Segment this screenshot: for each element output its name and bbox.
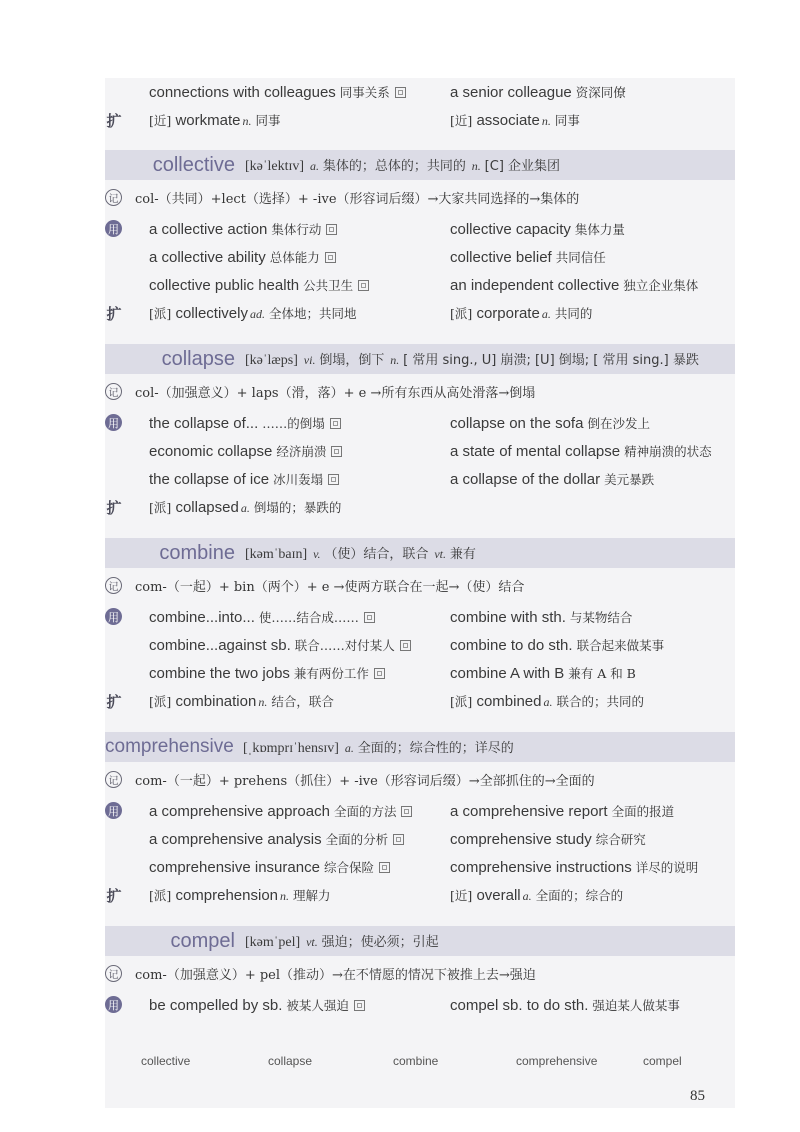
ext-col-1 (149, 692, 334, 710)
ext-col-1 (149, 498, 341, 516)
example-box-icon (374, 668, 385, 679)
ext-word: combined (476, 693, 542, 710)
example-box-icon (379, 862, 390, 873)
use-row (105, 797, 735, 825)
use-row (105, 409, 735, 437)
ext-pos: n. (258, 695, 268, 709)
ext-word: collapsed (175, 499, 239, 516)
phrase-zh: 被某人强迫 (286, 998, 349, 1013)
definition (245, 543, 476, 563)
use-col-2 (450, 636, 664, 654)
phrase-en: combine the two jobs (149, 665, 290, 682)
yong-mark-icon: 用 (105, 996, 122, 1013)
yong-mark-icon: 用 (105, 220, 122, 237)
footer-word: collective (141, 1054, 191, 1068)
ext-pos: n. (242, 114, 252, 128)
phrase-en: a comprehensive analysis (149, 831, 322, 848)
ext-pos: a. (541, 307, 551, 321)
ext-col-1 (149, 886, 331, 904)
use-col-1 (149, 664, 385, 682)
ext-pos: ad. (249, 307, 265, 321)
ext-zh: 同事 (255, 113, 281, 128)
use-col-1 (149, 470, 339, 488)
ext-pos: a. (543, 695, 553, 709)
ext-tag: [派] (149, 694, 172, 709)
ext-word: associate (476, 112, 540, 129)
yong-mark-icon: 用 (105, 414, 122, 431)
definition-zh: 兼有 (449, 547, 476, 562)
entry-header (105, 344, 735, 374)
phrase-en: comprehensive study (450, 831, 592, 848)
phrase-en: economic collapse (149, 443, 273, 460)
use-row (105, 991, 735, 1019)
use-col-2 (450, 996, 680, 1014)
ext-zh: 同事 (554, 113, 580, 128)
example-box-icon (328, 474, 339, 485)
definition-zh: 倒塌，倒下 (319, 353, 385, 368)
phrase-en: a collective ability (149, 249, 266, 266)
example-box-icon (326, 224, 337, 235)
ext-row (105, 299, 735, 327)
use-col-2 (450, 858, 698, 876)
use-col-2 (450, 414, 650, 432)
definition-zh: 集体的；总体的；共同的 (322, 159, 466, 174)
use-row (105, 437, 735, 465)
phrase-zh: 使……结合成…… (258, 610, 359, 625)
ji-mark-icon: 记 (105, 577, 122, 594)
ext-col-1 (149, 304, 356, 322)
ext-tag: [近] (149, 113, 172, 128)
phrase-zh: 详尽的说明 (635, 860, 699, 875)
phonetic: [kəˈlektɪv] (245, 159, 305, 174)
phrase-en: a comprehensive report (450, 803, 608, 820)
memo-row (105, 959, 735, 987)
phrase-en: combine...against sb. (149, 637, 291, 654)
ji-mark-icon: 记 (105, 383, 122, 400)
use-row (105, 243, 735, 271)
use-col-1 (149, 636, 411, 654)
example-box-icon (393, 834, 404, 845)
headword: combine (159, 541, 235, 564)
phrase-zh: 倒在沙发上 (587, 416, 650, 431)
pos-label: n. (471, 159, 481, 173)
footer-word: combine (393, 1054, 439, 1068)
use-row (105, 215, 735, 243)
phrase-en: comprehensive instructions (450, 859, 632, 876)
phrase-zh: 资深同僚 (575, 85, 626, 100)
phrase-en: collective belief (450, 249, 552, 266)
ext-row (105, 493, 735, 521)
phrase-en: connections with colleagues (149, 84, 336, 101)
ext-pos: a. (240, 501, 250, 515)
ext-tag: [派] (450, 306, 473, 321)
phrase-zh: ……的倒塌 (262, 416, 325, 431)
ext-zh: 倒塌的；暴跌的 (253, 500, 342, 515)
phrase-en: a collective action (149, 221, 268, 238)
kuo-mark-icon: 扩 (106, 498, 122, 517)
ext-zh: 共同的 (554, 306, 593, 321)
phonetic: [ˌkɒmprɪˈhensɪv] (243, 741, 339, 756)
kuo-mark-icon: 扩 (106, 111, 122, 130)
example-box-icon (331, 446, 342, 457)
ext-tag: [近] (450, 113, 473, 128)
use-col-1 (149, 442, 342, 460)
memo-row (105, 377, 735, 405)
phrase-en: collective capacity (450, 221, 571, 238)
headword: collective (152, 153, 235, 176)
phrase-zh: 联合……对付某人 (294, 638, 395, 653)
phrase-en: comprehensive insurance (149, 859, 320, 876)
use-col-1 (149, 220, 337, 238)
use-col-1 (149, 414, 341, 432)
phrase-en: the collapse of ice (149, 471, 270, 488)
use-row (105, 465, 735, 493)
phrase-en: an independent collective (450, 277, 620, 294)
ji-mark-icon: 记 (105, 771, 122, 788)
phrase-zh: 联合起来做某事 (576, 638, 665, 653)
ext-word: overall (476, 887, 521, 904)
ext-row (105, 687, 735, 715)
ext-zh: 全体地；共同地 (268, 306, 357, 321)
use-col-2 (450, 220, 625, 238)
phrase-zh: 集体力量 (574, 222, 625, 237)
phrase-en: combine...into... (149, 609, 255, 626)
pos-label: v. (313, 547, 321, 561)
footer-word: collapse (268, 1054, 313, 1068)
ext-pos: a. (522, 889, 532, 903)
use-col-2 (450, 664, 636, 682)
yong-mark-icon: 用 (105, 608, 122, 625)
ext-tag: [派] (450, 694, 473, 709)
memo-row (105, 571, 735, 599)
ext-zh: 联合的；共同的 (556, 694, 644, 709)
ext-tag: [派] (149, 888, 172, 903)
memo-text: com-（一起）+ prehens（抓住）+ -ive（形容词后缀）→全部抓住的→全面的 (135, 773, 595, 789)
footer-word: comprehensive (516, 1054, 598, 1068)
memo-text: col-（共同）+lect（选择）+ -ive（形容词后缀）→大家共同选择的→集体的 (135, 191, 580, 207)
memo-row (105, 183, 735, 211)
definition-zh: 全面的；综合性的；详尽的 (357, 741, 514, 756)
top-ext-row (105, 106, 735, 134)
phrase-zh: 全面的方法 (333, 804, 397, 819)
phrase-en: combine A with B (450, 665, 565, 682)
example-box-icon (401, 806, 412, 817)
definition-zh: [C] 企业集团 (484, 159, 561, 174)
ext-tag: [派] (149, 500, 172, 515)
definition (243, 737, 514, 757)
phrase-en: a collapse of the dollar (450, 471, 601, 488)
yong-mark-icon: 用 (105, 802, 122, 819)
definition (245, 931, 439, 951)
use-row (105, 659, 735, 687)
use-col-1 (149, 802, 412, 820)
example-box-icon (400, 640, 411, 651)
phonetic: [kəmˈpel] (245, 935, 301, 950)
use-col-2 (450, 802, 674, 820)
phonetic: [kəmˈbaɪn] (245, 547, 308, 562)
phrase-zh: 公共卫生 (303, 278, 354, 293)
ext-word: combination (175, 693, 257, 710)
phrase-zh: 总体能力 (269, 250, 320, 265)
pos-label: vi. (303, 353, 316, 367)
use-col-1 (149, 996, 365, 1014)
ext-row (105, 881, 735, 909)
pos-label: n. (390, 353, 400, 367)
use-col-1 (149, 608, 375, 626)
example-box-icon (364, 612, 375, 623)
phrase-en: a senior colleague (450, 84, 572, 101)
phrase-en: a comprehensive approach (149, 803, 330, 820)
memo-row (105, 765, 735, 793)
phrase-zh: 全面的报道 (611, 804, 675, 819)
phrase-zh: 综合研究 (595, 832, 646, 847)
use-row (105, 825, 735, 853)
kuo-mark-icon: 扩 (106, 304, 122, 323)
phrase-en: the collapse of... (149, 415, 259, 432)
pos-label: vt. (306, 935, 318, 949)
use-col-2 (450, 830, 646, 848)
ext-zh: 全面的；综合的 (535, 888, 624, 903)
phrase-zh: 与某物结合 (569, 610, 633, 625)
ext-col-2 (450, 886, 623, 904)
use-row (105, 631, 735, 659)
phrase-en: compel sb. to do sth. (450, 997, 589, 1014)
phrase-zh: 冰川轰塌 (273, 472, 324, 487)
ext-col-2 (450, 304, 592, 322)
example-box-icon (325, 252, 336, 263)
use-col-2 (450, 276, 698, 294)
phrase-zh: 独立企业集体 (623, 278, 699, 293)
ext-zh: 理解力 (293, 888, 331, 903)
entry-header (105, 538, 735, 568)
use-col-2 (450, 608, 632, 626)
memo-text: com-（加强意义）+ pel（推动）→在不情愿的情况下被推上去→强迫 (135, 967, 536, 983)
memo-text: col-（加强意义）+ laps（滑，落）+ e →所有东西从高处滑落→倒塌 (135, 385, 536, 401)
kuo-mark-icon: 扩 (106, 886, 122, 905)
footer-word: compel (643, 1054, 682, 1068)
phrase-zh: 全面的分析 (325, 832, 389, 847)
use-row (105, 603, 735, 631)
kuo-mark-icon: 扩 (106, 692, 122, 711)
phrase-en: be compelled by sb. (149, 997, 283, 1014)
use-col-1 (149, 858, 390, 876)
ext-word: workmate (175, 112, 241, 129)
ext-word: corporate (476, 305, 540, 322)
use-row (105, 853, 735, 881)
use-row (105, 271, 735, 299)
pos-label: vt. (434, 547, 446, 561)
headword: collapse (161, 347, 235, 370)
example-box-icon (354, 1000, 365, 1011)
memo-text: com-（一起）+ bin（两个）+ e →使两方联合在一起→（使）结合 (135, 579, 525, 595)
pos-label: a. (344, 741, 354, 755)
phrase-zh: 精神崩溃的状态 (624, 444, 712, 459)
ext-pos: n. (541, 114, 551, 128)
example-box-icon (358, 280, 369, 291)
top-use-row (105, 78, 735, 106)
definition-zh: 强迫；使必须；引起 (321, 935, 439, 950)
footer-word-index (105, 1046, 735, 1076)
use-col-2 (450, 248, 606, 266)
phrase-zh: 集体行动 (271, 222, 322, 237)
ext-col-2 (450, 692, 644, 710)
use-col-1 (149, 248, 336, 266)
entry-header (105, 926, 735, 956)
definition (245, 349, 699, 369)
ext-tag: [派] (149, 306, 172, 321)
phrase-zh: 共同信任 (555, 250, 606, 265)
headword: comprehensive (105, 736, 234, 757)
use-col-1 (149, 830, 404, 848)
ext-zh: 结合，联合 (271, 694, 334, 709)
example-box-icon (395, 87, 406, 98)
phrase-zh: 兼有 A 和 B (568, 666, 636, 681)
use-col-2 (450, 442, 712, 460)
phrase-zh: 同事关系 (339, 85, 390, 100)
phrase-zh: 兼有两份工作 (293, 666, 369, 681)
phrase-en: combine to do sth. (450, 637, 573, 654)
ji-mark-icon: 记 (105, 189, 122, 206)
phrase-zh: 美元暴跌 (604, 472, 655, 487)
definition-zh: [ 常用 sing., U] 崩溃; [U] 倒塌; [ 常用 sing.] 暴跌 (403, 353, 699, 368)
phrase-zh: 综合保险 (323, 860, 374, 875)
use-col-2 (450, 470, 654, 488)
pos-label: a. (309, 159, 319, 173)
ext-pos: n. (280, 889, 289, 903)
ji-mark-icon: 记 (105, 965, 122, 982)
phrase-en: collapse on the sofa (450, 415, 584, 432)
page-number: 85 (690, 1088, 705, 1104)
headword: compel (170, 929, 235, 952)
definition (245, 155, 560, 175)
definition-zh: （使）结合，联合 (324, 547, 429, 562)
ext-word: collectively (175, 305, 248, 322)
phrase-en: collective public health (149, 277, 300, 294)
use-col-1 (149, 276, 369, 294)
phrase-en: combine with sth. (450, 609, 566, 626)
entry-header (105, 150, 735, 180)
phrase-en: a state of mental collapse (450, 443, 621, 460)
phonetic: [kəˈlæps] (245, 353, 298, 368)
phrase-zh: 强迫某人做某事 (592, 998, 680, 1013)
example-box-icon (330, 418, 341, 429)
ext-word: comprehension (175, 887, 278, 904)
phrase-zh: 经济崩溃 (276, 444, 327, 459)
entry-header (105, 732, 735, 762)
ext-tag: [近] (450, 888, 473, 903)
